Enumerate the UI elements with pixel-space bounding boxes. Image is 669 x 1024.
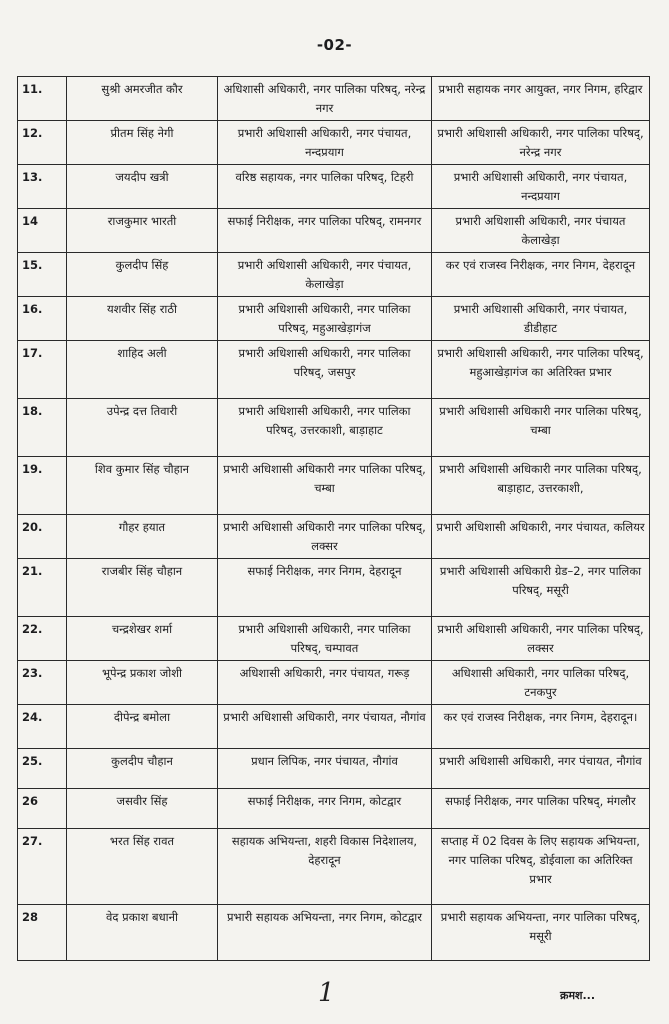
serial-number-cell: 14: [18, 209, 67, 253]
serial-number-cell: 19.: [18, 457, 67, 515]
serial-number-cell: 24.: [18, 705, 67, 749]
table-row: [18, 905, 650, 961]
table-row: [18, 297, 650, 341]
new-post-cell: प्रभारी अधिशासी अधिकारी, नगर पालिका परिषद्, महुआखेड़ागंज का अतिरिक्त प्रभार: [432, 341, 650, 399]
serial-number-cell: 22.: [18, 617, 67, 661]
signature-mark: 1: [318, 978, 335, 1008]
serial-number-cell: 27.: [18, 829, 67, 905]
new-post-cell: प्रभारी अधिशासी अधिकारी नगर पालिका परिषद्, चम्बा: [432, 399, 650, 457]
current-post-cell: सफाई निरीक्षक, नगर पालिका परिषद्, रामनगर: [218, 209, 432, 253]
transfer-table-body: [18, 77, 650, 961]
new-post-cell: प्रभारी अधिशासी अधिकारी, नगर पंचायत, डीडीहाट: [432, 297, 650, 341]
officer-name-cell: सुश्री अमरजीत कौर: [67, 77, 218, 121]
current-post-cell: प्रभारी अधिशासी अधिकारी, नगर पंचायत, नन्दप्रयाग: [218, 121, 432, 165]
serial-number-cell: 16.: [18, 297, 67, 341]
table-row: [18, 165, 650, 209]
officer-name-cell: कुलदीप सिंह: [67, 253, 218, 297]
current-post-cell: प्रभारी अधिशासी अधिकारी, नगर पंचायत, केलाखेड़ा: [218, 253, 432, 297]
serial-number-cell: 23.: [18, 661, 67, 705]
serial-number-cell: 26: [18, 789, 67, 829]
table-row: [18, 457, 650, 515]
officer-name-cell: शाहिद अली: [67, 341, 218, 399]
new-post-cell: प्रभारी अधिशासी अधिकारी, नगर पंचायत, नौगांव: [432, 749, 650, 789]
table-row: [18, 749, 650, 789]
current-post-cell: प्रभारी अधिशासी अधिकारी, नगर पालिका परिषद्, चम्पावत: [218, 617, 432, 661]
serial-number-cell: 21.: [18, 559, 67, 617]
table-row: [18, 515, 650, 559]
new-post-cell: सफाई निरीक्षक, नगर पालिका परिषद्, मंगलौर: [432, 789, 650, 829]
officer-name-cell: यशवीर सिंह राठी: [67, 297, 218, 341]
new-post-cell: कर एवं राजस्व निरीक्षक, नगर निगम, देहरादून: [432, 253, 650, 297]
serial-number-cell: 28: [18, 905, 67, 961]
table-row: [18, 399, 650, 457]
new-post-cell: प्रभारी अधिशासी अधिकारी ग्रेड–2, नगर पालिका परिषद्, मसूरी: [432, 559, 650, 617]
table-row: [18, 209, 650, 253]
new-post-cell: कर एवं राजस्व निरीक्षक, नगर निगम, देहरादून।: [432, 705, 650, 749]
page-number: -02-: [316, 36, 353, 54]
current-post-cell: प्रभारी सहायक अभियन्ता, नगर निगम, कोटद्वार: [218, 905, 432, 961]
officer-name-cell: राजबीर सिंह चौहान: [67, 559, 218, 617]
current-post-cell: सहायक अभियन्ता, शहरी विकास निदेशालय, देहरादून: [218, 829, 432, 905]
current-post-cell: प्रभारी अधिशासी अधिकारी, नगर पालिका परिषद्, उत्तरकाशी, बाड़ाहाट: [218, 399, 432, 457]
table-row: [18, 661, 650, 705]
officer-name-cell: शिव कुमार सिंह चौहान: [67, 457, 218, 515]
new-post-cell: प्रभारी सहायक अभियन्ता, नगर पालिका परिषद्, मसूरी: [432, 905, 650, 961]
current-post-cell: वरिष्ठ सहायक, नगर पालिका परिषद्, टिहरी: [218, 165, 432, 209]
table-row: [18, 789, 650, 829]
current-post-cell: प्रभारी अधिशासी अधिकारी, नगर पंचायत, नौगांव: [218, 705, 432, 749]
new-post-cell: प्रभारी अधिशासी अधिकारी, नगर पालिका परिषद्, लक्सर: [432, 617, 650, 661]
table-row: [18, 617, 650, 661]
new-post-cell: अधिशासी अधिकारी, नगर पालिका परिषद्, टनकपुर: [432, 661, 650, 705]
current-post-cell: प्रभारी अधिशासी अधिकारी, नगर पालिका परिषद्, जसपुर: [218, 341, 432, 399]
serial-number-cell: 17.: [18, 341, 67, 399]
officer-name-cell: जसवीर सिंह: [67, 789, 218, 829]
officer-name-cell: भूपेन्द्र प्रकाश जोशी: [67, 661, 218, 705]
table-row: [18, 829, 650, 905]
serial-number-cell: 13.: [18, 165, 67, 209]
officer-name-cell: गौहर हयात: [67, 515, 218, 559]
current-post-cell: अधिशासी अधिकारी, नगर पंचायत, गरूड़: [218, 661, 432, 705]
officer-name-cell: भरत सिंह रावत: [67, 829, 218, 905]
new-post-cell: प्रभारी अधिशासी अधिकारी नगर पालिका परिषद्, बाड़ाहाट, उत्तरकाशी,: [432, 457, 650, 515]
current-post-cell: प्रभारी अधिशासी अधिकारी नगर पालिका परिषद्, लक्सर: [218, 515, 432, 559]
table-row: [18, 341, 650, 399]
current-post-cell: अधिशासी अधिकारी, नगर पालिका परिषद्, नरेन्द्र नगर: [218, 77, 432, 121]
current-post-cell: प्रभारी अधिशासी अधिकारी नगर पालिका परिषद्, चम्बा: [218, 457, 432, 515]
officer-name-cell: चन्द्रशेखर शर्मा: [67, 617, 218, 661]
table-row: [18, 253, 650, 297]
continued-label: क्रमश...: [560, 989, 596, 1002]
officer-name-cell: जयदीप खत्री: [67, 165, 218, 209]
serial-number-cell: 15.: [18, 253, 67, 297]
current-post-cell: प्रभारी अधिशासी अधिकारी, नगर पालिका परिषद्, महुआखेड़ागंज: [218, 297, 432, 341]
new-post-cell: प्रभारी सहायक नगर आयुक्त, नगर निगम, हरिद्वार: [432, 77, 650, 121]
officer-name-cell: दीपेन्द्र बमोला: [67, 705, 218, 749]
officer-name-cell: वेद प्रकाश बधानी: [67, 905, 218, 961]
new-post-cell: प्रभारी अधिशासी अधिकारी, नगर पंचायत, नन्दप्रयाग: [432, 165, 650, 209]
table-row: [18, 121, 650, 165]
serial-number-cell: 12.: [18, 121, 67, 165]
table-row: [18, 705, 650, 749]
new-post-cell: सप्ताह में 02 दिवस के लिए सहायक अभियन्ता, नगर पालिका परिषद्, डोईवाला का अतिरिक्त प्रभार: [432, 829, 650, 905]
serial-number-cell: 11.: [18, 77, 67, 121]
table-row: [18, 77, 650, 121]
new-post-cell: प्रभारी अधिशासी अधिकारी, नगर पंचायत, कलियर: [432, 515, 650, 559]
transfer-table: [17, 76, 650, 961]
officer-name-cell: प्रीतम सिंह नेगी: [67, 121, 218, 165]
officer-name-cell: राजकुमार भारती: [67, 209, 218, 253]
serial-number-cell: 18.: [18, 399, 67, 457]
officer-name-cell: उपेन्द्र दत्त तिवारी: [67, 399, 218, 457]
table-row: [18, 559, 650, 617]
new-post-cell: प्रभारी अधिशासी अधिकारी, नगर पालिका परिषद्, नरेन्द्र नगर: [432, 121, 650, 165]
current-post-cell: सफाई निरीक्षक, नगर निगम, देहरादून: [218, 559, 432, 617]
serial-number-cell: 20.: [18, 515, 67, 559]
current-post-cell: प्रधान लिपिक, नगर पंचायत, नौगांव: [218, 749, 432, 789]
serial-number-cell: 25.: [18, 749, 67, 789]
current-post-cell: सफाई निरीक्षक, नगर निगम, कोटद्वार: [218, 789, 432, 829]
new-post-cell: प्रभारी अधिशासी अधिकारी, नगर पंचायत केलाखेड़ा: [432, 209, 650, 253]
officer-name-cell: कुलदीप चौहान: [67, 749, 218, 789]
